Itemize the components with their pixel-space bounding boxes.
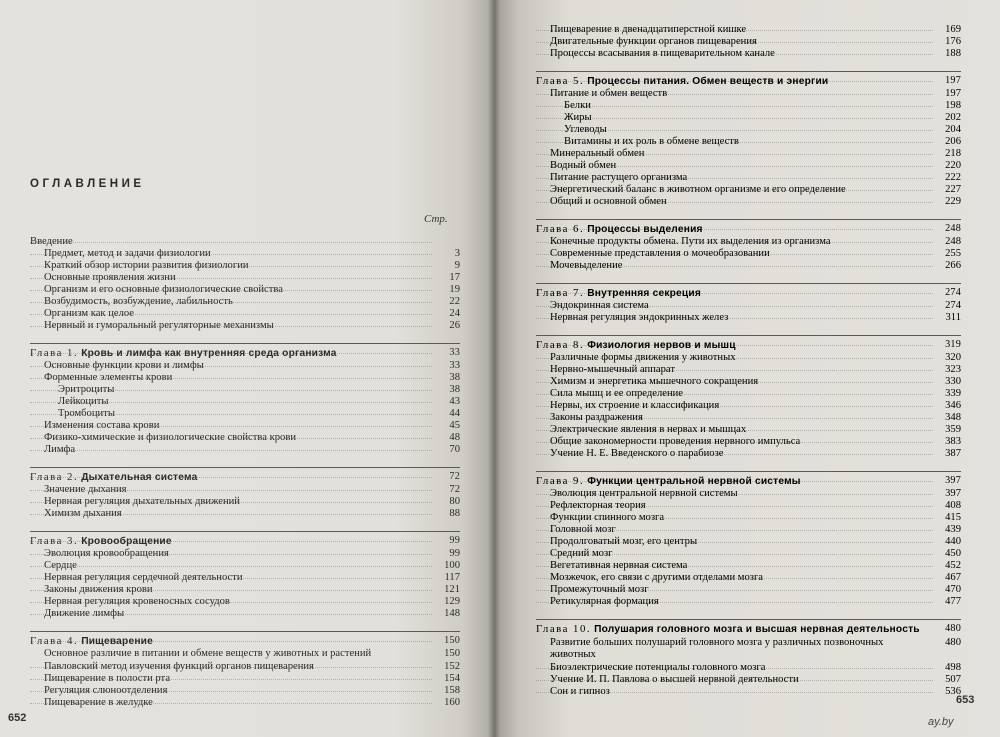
section-spacer xyxy=(536,460,961,466)
entry-page-number: 198 xyxy=(945,100,961,111)
entry-page-number: 150 xyxy=(444,648,460,659)
chapter-number: Глава 2. xyxy=(30,471,79,483)
section-spacer xyxy=(536,272,961,278)
entry-title: Учение Н. Е. Введенского о парабиозе xyxy=(550,448,724,459)
entry-title: Сердце xyxy=(44,560,77,571)
toc-entry[interactable] xyxy=(30,420,460,432)
entry-title: Пищеварение в желудке xyxy=(44,696,153,708)
entry-page-number: 480 xyxy=(945,623,961,634)
toc-entry[interactable] xyxy=(30,584,460,596)
toc-entry[interactable] xyxy=(30,360,460,372)
toc-entry[interactable] xyxy=(536,160,961,172)
entry-page-number: 397 xyxy=(945,475,961,486)
entry-page-number: 9 xyxy=(454,260,460,271)
entry-title: Регуляция слюноотделения xyxy=(44,684,168,696)
entry-page-number: 38 xyxy=(449,372,460,383)
entry-page-number: 204 xyxy=(945,124,961,135)
entry-page-number: 38 xyxy=(449,384,460,395)
toc-entry[interactable] xyxy=(536,400,961,412)
section-spacer xyxy=(30,620,460,626)
toc-entry[interactable] xyxy=(536,300,961,312)
toc-entry[interactable] xyxy=(536,352,961,364)
entry-page-number: 33 xyxy=(449,347,460,358)
toc-entry[interactable] xyxy=(30,572,460,584)
toc-entry[interactable] xyxy=(536,312,961,324)
toc-list-left xyxy=(30,236,460,709)
entry-page-number: 150 xyxy=(444,635,460,646)
chapter-rule xyxy=(536,219,961,220)
chapter-title: Кровообращение xyxy=(81,536,172,547)
chapter-number: Глава 6. xyxy=(536,223,585,235)
toc-entry[interactable] xyxy=(536,500,961,512)
entry-page-number: 148 xyxy=(444,608,460,619)
entry-page-number: 220 xyxy=(945,160,961,171)
entry-title: Мочевыделение xyxy=(550,260,623,271)
entry-page-number: 70 xyxy=(449,444,460,455)
entry-page-number: 129 xyxy=(444,596,460,607)
entry-title: Питание растущего организма xyxy=(550,172,688,183)
entry-page-number: 26 xyxy=(449,320,460,331)
entry-title: Эндокринная система xyxy=(550,300,649,311)
entry-title: Продолговатый мозг, его центры xyxy=(550,536,698,547)
toc-entry[interactable] xyxy=(536,260,961,272)
entry-title: Жиры xyxy=(564,112,592,123)
chapter-title: Физиология нервов и мышц xyxy=(587,340,736,351)
toc-entry[interactable] xyxy=(536,412,961,424)
toc-entry[interactable] xyxy=(30,320,460,332)
toc-entry[interactable] xyxy=(30,284,460,296)
entry-page-number: 255 xyxy=(945,248,961,259)
chapter-title: Кровь и лимфа как внутренняя среда организма xyxy=(81,348,337,359)
entry-title: Эволюция кровообращения xyxy=(44,548,169,559)
toc-chapter[interactable] xyxy=(536,287,961,300)
entry-page-number: 480 xyxy=(945,636,961,648)
entry-page-number: 206 xyxy=(945,136,961,147)
entry-page-number: 348 xyxy=(945,412,961,423)
section-spacer xyxy=(536,324,961,330)
toc-entry[interactable] xyxy=(536,364,961,376)
entry-title: Общие закономерности проведения нервного импульса xyxy=(550,436,801,447)
entry-page-number: 320 xyxy=(945,352,961,363)
toc-entry[interactable] xyxy=(30,608,460,620)
entry-page-number: 45 xyxy=(449,420,460,431)
toc-entry[interactable] xyxy=(536,560,961,572)
entry-title: Углеводы xyxy=(564,124,607,135)
entry-title: Эритроциты xyxy=(58,384,115,395)
entry-title: Нервная регуляция дыхательных движений xyxy=(44,496,240,507)
toc-entry[interactable] xyxy=(30,236,460,248)
toc-entry[interactable] xyxy=(536,196,961,208)
entry-title: Белки xyxy=(564,100,591,111)
entry-page-number: 450 xyxy=(945,548,961,559)
entry-page-number: 158 xyxy=(444,684,460,696)
toc-entry[interactable] xyxy=(30,673,460,685)
toc-entry[interactable] xyxy=(536,112,961,124)
toc-chapter[interactable] xyxy=(30,347,460,360)
toc-list-right xyxy=(536,24,961,698)
entry-page-number: 24 xyxy=(449,308,460,319)
chapter-title: Функции центральной нервной системы xyxy=(587,476,801,487)
chapter-rule xyxy=(30,343,460,344)
entry-page-number: 117 xyxy=(444,572,460,583)
chapter-rule xyxy=(536,471,961,472)
toc-entry[interactable] xyxy=(536,637,961,662)
chapter-title: Полушария головного мозга и высшая нервная деятельность xyxy=(594,624,920,635)
entry-title: Павловский метод изучения функций органов пищеварения xyxy=(44,660,314,672)
entry-page-number: 188 xyxy=(945,48,961,59)
entry-page-number: 229 xyxy=(945,196,961,207)
entry-title: Витамины и их роль в обмене веществ xyxy=(564,136,739,147)
entry-page-number: 467 xyxy=(945,572,961,583)
toc-entry[interactable] xyxy=(536,24,961,36)
entry-title: Общий и основной обмен xyxy=(550,196,667,207)
entry-title: Пищеварение в полости рта xyxy=(44,672,171,684)
entry-page-number: 222 xyxy=(945,172,961,183)
entry-title: Водный обмен xyxy=(550,160,617,171)
toc-entry[interactable] xyxy=(536,448,961,460)
entry-page-number: 323 xyxy=(945,364,961,375)
entry-page-number: 33 xyxy=(449,360,460,371)
entry-title: Нервный и гуморальный регуляторные механизмы xyxy=(44,320,274,331)
section-spacer xyxy=(30,520,460,526)
chapter-number: Глава 9. xyxy=(536,475,585,487)
entry-title: Физико-химические и физиологические свойства крови xyxy=(44,432,297,443)
entry-title: Нервы, их строение и классификация xyxy=(550,400,720,411)
toc-entry[interactable] xyxy=(30,508,460,520)
entry-page-number: 452 xyxy=(945,560,961,571)
toc-entry[interactable] xyxy=(30,648,460,661)
entry-page-number: 99 xyxy=(449,535,460,546)
toc-entry[interactable] xyxy=(536,124,961,136)
entry-page-number: 408 xyxy=(945,500,961,511)
entry-page-number: 359 xyxy=(945,424,961,435)
entry-title: Нервная регуляция сердечной деятельности xyxy=(44,572,243,583)
toc-entry[interactable] xyxy=(536,48,961,60)
toc-entry[interactable] xyxy=(536,136,961,148)
entry-page-number: 440 xyxy=(945,536,961,547)
toc-entry[interactable] xyxy=(536,236,961,248)
entry-page-number: 152 xyxy=(444,660,460,672)
toc-chapter[interactable] xyxy=(30,471,460,484)
entry-title: Пищеварение в двенадцатиперстной кишке xyxy=(550,24,747,35)
entry-page-number: 274 xyxy=(945,300,961,311)
entry-title: Введение xyxy=(30,236,73,247)
toc-entry[interactable] xyxy=(536,548,961,560)
entry-page-number: 43 xyxy=(449,396,460,407)
left-page xyxy=(0,0,494,737)
toc-entry[interactable] xyxy=(536,686,961,698)
chapter-title: Внутренняя секреция xyxy=(587,288,701,299)
entry-title: Нервная регуляция кровеносных сосудов xyxy=(44,596,230,607)
entry-title: Электрические явления в нервах и мышцах xyxy=(550,424,747,435)
entry-page-number: 218 xyxy=(945,148,961,159)
toc-entry[interactable] xyxy=(30,272,460,284)
entry-page-number: 274 xyxy=(945,287,961,298)
section-spacer xyxy=(536,208,961,214)
toc-entry[interactable] xyxy=(30,308,460,320)
toc-entry[interactable] xyxy=(536,100,961,112)
entry-page-number: 100 xyxy=(444,560,460,571)
entry-page-number: 22 xyxy=(449,296,460,307)
entry-page-number: 3 xyxy=(454,248,460,259)
entry-page-number: 439 xyxy=(945,524,961,535)
chapter-number: Глава 7. xyxy=(536,287,585,299)
toc-entry[interactable] xyxy=(536,584,961,596)
toc-entry[interactable] xyxy=(30,296,460,308)
entry-page-number: 477 xyxy=(945,596,961,607)
entry-title: Предмет, метод и задачи физиологии xyxy=(44,248,211,259)
entry-title: Средний мозг xyxy=(550,548,613,559)
entry-title: Значение дыхания xyxy=(44,484,127,495)
toc-entry[interactable] xyxy=(30,248,460,260)
leader-dots xyxy=(536,106,933,107)
entry-page-number: 397 xyxy=(945,488,961,499)
page-number-left: 652 xyxy=(8,712,27,724)
entry-page-number: 88 xyxy=(449,508,460,519)
entry-title: Основное различие в питании и обмене веществ у животных и растений xyxy=(44,648,372,659)
entry-page-number: 80 xyxy=(449,496,460,507)
entry-title: Законы раздражения xyxy=(550,412,643,423)
entry-page-number: 536 xyxy=(945,685,961,697)
entry-title: Нервная регуляция эндокринных желез xyxy=(550,312,729,323)
entry-title: Форменные элементы крови xyxy=(44,372,173,383)
chapter-rule xyxy=(30,531,460,532)
toc-entry[interactable] xyxy=(536,436,961,448)
entry-page-number: 339 xyxy=(945,388,961,399)
toc-entry[interactable] xyxy=(536,172,961,184)
entry-page-number: 248 xyxy=(945,223,961,234)
entry-title: Рефлекторная теория xyxy=(550,500,646,511)
entry-page-number: 498 xyxy=(945,661,961,673)
entry-page-number: 72 xyxy=(449,471,460,482)
entry-page-number: 227 xyxy=(945,184,961,195)
chapter-number: Глава 5. xyxy=(536,75,585,87)
page-number-right: 653 xyxy=(956,694,975,706)
toc-chapter[interactable] xyxy=(536,475,961,488)
toc-entry[interactable] xyxy=(30,372,460,384)
entry-page-number: 415 xyxy=(945,512,961,523)
toc-entry[interactable] xyxy=(536,388,961,400)
toc-entry[interactable] xyxy=(536,662,961,674)
entry-page-number: 72 xyxy=(449,484,460,495)
chapter-title: Дыхательная система xyxy=(81,472,198,483)
entry-title: Минеральный обмен xyxy=(550,148,645,159)
entry-title: Различные формы движения у животных xyxy=(550,352,736,363)
toc-entry[interactable] xyxy=(536,424,961,436)
entry-title: Процессы всасывания в пищеварительном канале xyxy=(550,48,775,59)
section-spacer xyxy=(536,60,961,66)
toc-entry[interactable] xyxy=(536,148,961,160)
entry-title: Основные проявления жизни xyxy=(44,272,176,283)
entry-title: Энергетический баланс в животном организме и его определение xyxy=(550,184,846,195)
entry-page-number: 154 xyxy=(444,672,460,684)
toc-chapter[interactable] xyxy=(536,339,961,352)
entry-title: Биоэлектрические потенциалы головного мозга xyxy=(550,661,766,673)
entry-page-number: 202 xyxy=(945,112,961,123)
chapter-number: Глава 3. xyxy=(30,535,79,547)
toc-entry[interactable] xyxy=(30,685,460,697)
entry-title: Двигательные функции органов пищеварения xyxy=(550,36,757,47)
entry-title: Учение И. П. Павлова о высшей нервной деятельности xyxy=(550,673,799,685)
entry-page-number: 248 xyxy=(945,236,961,247)
entry-page-number: 44 xyxy=(449,408,460,419)
toc-entry[interactable] xyxy=(536,36,961,48)
entry-page-number: 99 xyxy=(449,548,460,559)
toc-entry[interactable] xyxy=(536,596,961,608)
chapter-rule xyxy=(536,619,961,620)
toc-entry[interactable] xyxy=(30,484,460,496)
entry-page-number: 48 xyxy=(449,432,460,443)
entry-title: Промежуточный мозг xyxy=(550,584,649,595)
entry-title: Химизм дыхания xyxy=(44,508,122,519)
entry-title: Эволюция центральной нервной системы xyxy=(550,488,738,499)
chapter-number: Глава 4. xyxy=(30,635,79,647)
entry-page-number: 121 xyxy=(444,584,460,595)
toc-chapter[interactable] xyxy=(30,535,460,548)
leader-dots xyxy=(30,566,432,567)
toc-entry[interactable] xyxy=(30,697,460,709)
entry-title: Мозжечок, его связи с другими отделами мозга xyxy=(550,572,764,583)
toc-chapter[interactable] xyxy=(536,75,961,88)
toc-entry[interactable] xyxy=(30,496,460,508)
entry-page-number: 17 xyxy=(449,272,460,283)
entry-title: Питание и обмен веществ xyxy=(550,88,668,99)
entry-title: Лимфа xyxy=(44,444,76,455)
entry-title: Сон и гипноз xyxy=(550,685,610,697)
entry-title: Нервно-мышечный аппарат xyxy=(550,364,675,375)
entry-page-number: 19 xyxy=(449,284,460,295)
chapter-rule xyxy=(536,71,961,72)
toc-entry[interactable] xyxy=(30,384,460,396)
toc-chapter[interactable] xyxy=(536,623,961,637)
toc-entry[interactable] xyxy=(30,408,460,420)
entry-page-number: 197 xyxy=(945,88,961,99)
entry-title: Конечные продукты обмена. Пути их выделения из организма xyxy=(550,236,831,247)
entry-page-number: 346 xyxy=(945,400,961,411)
toc-entry[interactable] xyxy=(30,548,460,560)
entry-page-number: 507 xyxy=(945,673,961,685)
toc-entry[interactable] xyxy=(536,488,961,500)
toc-entry[interactable] xyxy=(536,674,961,686)
toc-entry[interactable] xyxy=(536,512,961,524)
toc-chapter[interactable] xyxy=(30,635,460,648)
entry-title: Движение лимфы xyxy=(44,608,125,619)
entry-page-number: 176 xyxy=(945,36,961,47)
toc-entry[interactable] xyxy=(536,572,961,584)
toc-chapter[interactable] xyxy=(536,223,961,236)
chapter-rule xyxy=(30,467,460,468)
section-spacer xyxy=(536,608,961,614)
entry-title: Лейкоциты xyxy=(58,396,109,407)
toc-entry[interactable] xyxy=(536,248,961,260)
entry-page-number: 319 xyxy=(945,339,961,350)
entry-title: Организм и его основные физиологические свойства xyxy=(44,284,283,295)
entry-title: Сила мышц и ее определение xyxy=(550,388,683,399)
entry-page-number: 330 xyxy=(945,376,961,387)
entry-title: Вегетативная нервная система xyxy=(550,560,688,571)
entry-title: Возбудимость, возбуждение, лабильность xyxy=(44,296,233,307)
leader-dots xyxy=(536,118,933,119)
entry-title: Функции спинного мозга xyxy=(550,512,665,523)
toc-entry[interactable] xyxy=(30,260,460,272)
entry-title: Ретикулярная формация xyxy=(550,596,659,607)
entry-page-number: 387 xyxy=(945,448,961,459)
entry-page-number: 160 xyxy=(444,696,460,708)
entry-title: Основные функции крови и лимфы xyxy=(44,360,204,371)
toc-entry[interactable] xyxy=(536,536,961,548)
chapter-rule xyxy=(536,283,961,284)
entry-title: Головной мозг xyxy=(550,524,616,535)
entry-title: Краткий обзор истории развития физиологии xyxy=(44,260,249,271)
toc-entry[interactable] xyxy=(30,560,460,572)
toc-entry[interactable] xyxy=(536,88,961,100)
toc-entry[interactable] xyxy=(30,596,460,608)
entry-page-number: 197 xyxy=(945,75,961,86)
leader-dots xyxy=(30,242,432,243)
leader-dots xyxy=(30,450,432,451)
entry-title: Современные представления о мочеобразовании xyxy=(550,248,770,259)
chapter-title: Процессы выделения xyxy=(587,224,703,235)
toc-heading: ОГЛАВЛЕНИЕ xyxy=(30,178,145,190)
entry-page-number: 311 xyxy=(945,312,961,323)
page-column-label: Стр. xyxy=(424,213,448,225)
entry-page-number: 169 xyxy=(945,24,961,35)
toc-entry[interactable] xyxy=(536,376,961,388)
entry-page-number: 470 xyxy=(945,584,961,595)
chapter-number: Глава 8. xyxy=(536,339,585,351)
section-spacer xyxy=(30,332,460,338)
chapter-title: Пищеварение xyxy=(81,636,153,647)
entry-title: Тромбоциты xyxy=(58,408,115,419)
book-gutter xyxy=(488,0,500,737)
chapter-rule xyxy=(536,335,961,336)
watermark: ay.by xyxy=(928,716,954,728)
entry-title: Химизм и энергетика мышечного сокращения xyxy=(550,376,759,387)
entry-page-number: 383 xyxy=(945,436,961,447)
toc-entry[interactable] xyxy=(30,396,460,408)
toc-entry[interactable] xyxy=(30,432,460,444)
toc-entry[interactable] xyxy=(30,444,460,456)
section-spacer xyxy=(30,456,460,462)
chapter-title: Процессы питания. Обмен веществ и энергии xyxy=(587,76,829,87)
chapter-number: Глава 1. xyxy=(30,347,79,359)
chapter-number: Глава 10. xyxy=(536,623,592,635)
chapter-rule xyxy=(30,631,460,632)
toc-entry[interactable] xyxy=(536,524,961,536)
toc-entry[interactable] xyxy=(536,184,961,196)
entry-title: Организм как целое xyxy=(44,308,134,319)
entry-title: Развитие больших полушарий головного мозга у различных позвоночных животных xyxy=(550,636,884,660)
entry-title: Изменения состава крови xyxy=(44,420,160,431)
toc-entry[interactable] xyxy=(30,661,460,673)
entry-title: Законы движения крови xyxy=(44,584,153,595)
entry-page-number: 266 xyxy=(945,260,961,271)
